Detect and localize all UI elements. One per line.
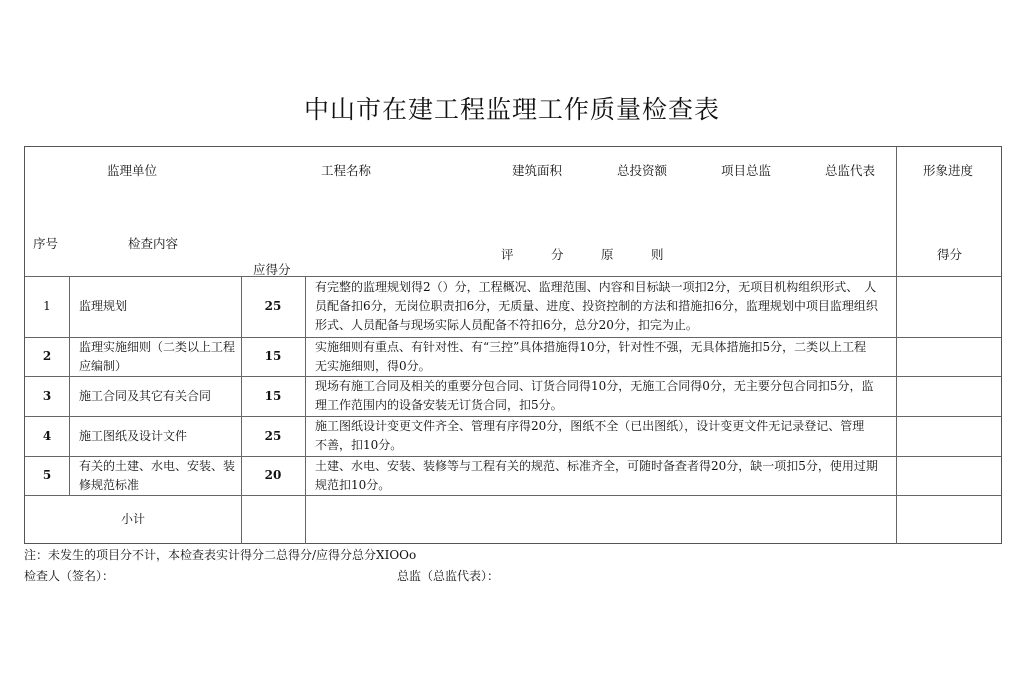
row-1-criteria: 有完整的监理规划得2（）分，工程概况、监理范围、内容和目标缺一项扣2分，无项目机构组织形式、 人员配备扣6分，无岗位职责扣6分，无质量、进度、投资控制的方法和措施扣6分，监理规划中项目监理组织形式、人员配备与现场实际人员配备不符扣6分，总分20分，扣完为止。: [315, 280, 878, 332]
row-2-points: 15: [264, 349, 282, 363]
inspector-signature-label: 检查人（签名）：: [24, 569, 115, 583]
row-3-seq: 3: [42, 388, 52, 403]
page-title: 中山市在建工程监理工作质量检查表: [303, 95, 720, 124]
header-points-due: 应得分: [253, 262, 291, 277]
header-seq: 序号: [33, 236, 59, 251]
row-4-seq: 4: [42, 428, 52, 443]
header-criteria: 评 分 原 则: [501, 247, 664, 262]
row-4-criteria: 施工图纸设计变更文件齐全、管理有序得20分，图纸不全（已出图纸），设计变更文件无记录登记、管理不善，扣10分。: [315, 419, 865, 452]
header-supervisor-unit: 监理单位: [107, 163, 158, 178]
header-project-name: 工程名称: [321, 163, 372, 178]
header-score: 得分: [937, 247, 963, 262]
row-2-seq: 2: [42, 349, 52, 363]
header-total-investment: 总投资额: [617, 163, 668, 178]
row-5-criteria: 土建、水电、安装、装修等与工程有关的规范、标准齐全，可随时备查者得20分，缺一项扣5分，使用过期规范扣10分。: [315, 458, 878, 492]
row-5-seq: 5: [42, 468, 52, 482]
row-2-criteria: 实施细则有重点、有针对性、有“三控”具体措施得10分，针对性不强，无具体措施扣5分，二类以上工程无实施细则，得0分。: [315, 339, 867, 373]
row-2-item: 监理实施细则（二类以上工程应编制）: [79, 339, 236, 373]
director-signature-label: 总监（总监代表）：: [397, 569, 500, 583]
row-3-item: 施工合同及其它有关合同: [79, 388, 212, 403]
row-1-points: 25: [264, 299, 282, 313]
row-1-seq: 1: [43, 299, 51, 313]
inspection-table: [24, 146, 1002, 544]
subtotal-label: 小计: [120, 512, 145, 526]
row-3-points: 15: [264, 388, 282, 403]
row-1-item: 监理规划: [79, 299, 128, 313]
row-4-item: 施工图纸及设计文件: [79, 428, 188, 443]
header-progress: 形象进度: [923, 163, 974, 178]
header-content: 检查内容: [128, 236, 179, 251]
header-building-area: 建筑面积: [512, 163, 563, 178]
header-project-director: 项目总监: [721, 163, 772, 178]
row-5-points: 20: [264, 468, 282, 482]
row-4-points: 25: [264, 428, 282, 443]
row-5-item: 有关的土建、水电、安装、装修规范标准: [79, 458, 236, 492]
footnote: 注：未发生的项目分不计，本检查表实计得分二总得分/应得分总分XIOOo: [24, 548, 417, 562]
header-director-rep: 总监代表: [825, 163, 876, 178]
row-3-criteria: 现场有施工合同及相关的重要分包合同、订货合同得10分，无施工合同得0分，无主要分包合同扣5分，监理工作范围内的设备安装无订货合同，扣5分。: [315, 379, 874, 412]
